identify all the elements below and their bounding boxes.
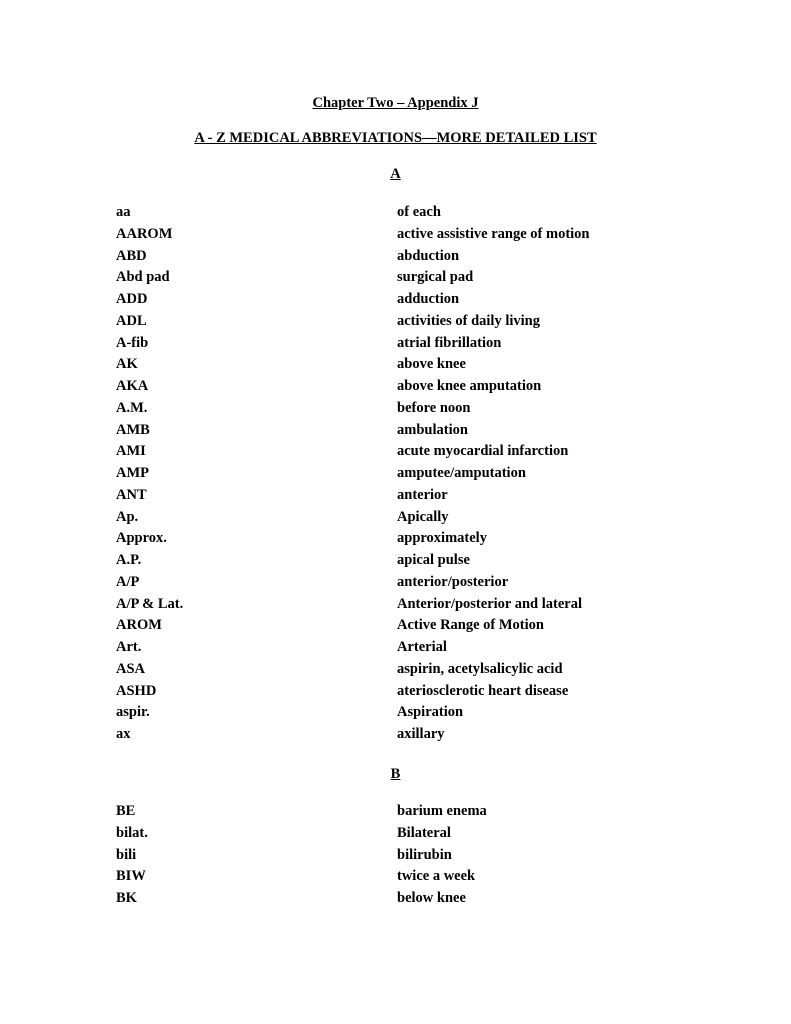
definition: acute myocardial infarction xyxy=(397,443,569,460)
abbreviation: A-fib xyxy=(116,334,149,351)
definition: Bilateral xyxy=(397,824,451,841)
abbreviation: Ap. xyxy=(116,508,139,525)
definition: ambulation xyxy=(397,421,468,438)
definition: atrial fibrillation xyxy=(397,334,502,351)
definition: before noon xyxy=(397,399,471,416)
section-heading-B: B xyxy=(390,766,401,782)
abbreviation-row xyxy=(0,574,791,596)
abbreviation: Approx. xyxy=(116,530,167,547)
definition: ateriosclerotic heart disease xyxy=(397,682,569,699)
definition: approximately xyxy=(397,530,487,547)
abbreviation-row xyxy=(0,704,791,726)
abbreviation: ax xyxy=(116,726,131,742)
abbreviation-row xyxy=(0,422,791,444)
definition: Anterior/posterior and lateral xyxy=(397,595,582,612)
definition: surgical pad xyxy=(397,269,474,286)
definition: amputee/amputation xyxy=(397,465,526,481)
abbreviation-row xyxy=(0,356,791,378)
abbreviation: BK xyxy=(116,890,137,906)
definition: Arterial xyxy=(397,639,447,655)
abbreviation: ANT xyxy=(116,486,147,503)
abbreviation-row xyxy=(0,683,791,705)
abbreviation: Abd pad xyxy=(116,269,170,286)
definition: anterior xyxy=(397,486,448,503)
definition: activities of daily living xyxy=(397,312,540,329)
definition: Apically xyxy=(397,508,449,525)
definition: below knee xyxy=(397,890,466,906)
abbreviation-row xyxy=(0,825,791,847)
abbreviation: A/P & Lat. xyxy=(116,595,184,612)
definition: above knee amputation xyxy=(397,378,542,394)
abbreviation: bili xyxy=(116,846,137,863)
abbreviation-row xyxy=(0,313,791,335)
abbreviation-row xyxy=(0,530,791,552)
abbreviation: BIW xyxy=(116,868,146,885)
abbreviation: AMB xyxy=(116,421,150,438)
abbreviation-row xyxy=(0,465,791,487)
abbreviation: ADD xyxy=(116,291,148,307)
abbreviation-row xyxy=(0,378,791,400)
definition: bilirubin xyxy=(397,846,452,863)
definition: barium enema xyxy=(397,803,487,819)
abbreviation: AKA xyxy=(116,378,149,394)
abbreviation-row xyxy=(0,204,791,226)
definition: axillary xyxy=(397,726,445,742)
abbreviation-row xyxy=(0,400,791,422)
abbreviation-row xyxy=(0,661,791,683)
abbreviation: A.P. xyxy=(116,552,142,568)
abbreviation-row xyxy=(0,269,791,291)
abbreviation: AMI xyxy=(116,443,146,460)
abbreviation-row xyxy=(0,335,791,357)
abbreviation: BE xyxy=(116,803,136,819)
chapter-title: Chapter Two – Appendix J xyxy=(312,95,479,111)
abbreviation: AK xyxy=(116,356,138,373)
abbreviation-row xyxy=(0,868,791,890)
abbreviation-row xyxy=(0,509,791,531)
definition: active assistive range of motion xyxy=(397,225,590,242)
abbreviation: A/P xyxy=(116,573,140,590)
abbreviation: Art. xyxy=(116,639,142,655)
abbreviation: AAROM xyxy=(116,225,173,242)
abbreviation-row xyxy=(0,596,791,618)
abbreviation: aspir. xyxy=(116,704,150,721)
section-heading-A: A xyxy=(390,166,401,182)
abbreviation-row xyxy=(0,803,791,825)
abbreviation: ADL xyxy=(116,312,147,329)
abbreviation-row xyxy=(0,487,791,509)
definition: of each xyxy=(397,204,441,220)
abbreviation-row xyxy=(0,443,791,465)
definition: abduction xyxy=(397,247,460,264)
abbreviation: ASA xyxy=(116,660,146,677)
definition: Aspiration xyxy=(397,704,464,721)
definition: above knee xyxy=(397,356,466,373)
definition: twice a week xyxy=(397,868,476,885)
abbreviation-row xyxy=(0,639,791,661)
abbreviation: ABD xyxy=(116,247,147,264)
abbreviation-row xyxy=(0,291,791,313)
abbreviation: bilat. xyxy=(116,824,148,841)
abbreviation: AROM xyxy=(116,617,162,634)
abbreviation-row xyxy=(0,226,791,248)
abbreviation-row xyxy=(0,847,791,869)
list-title: A - Z MEDICAL ABBREVIATIONS—MORE DETAILED LIST xyxy=(194,130,597,146)
definition: aspirin, acetylsalicylic acid xyxy=(397,660,563,677)
abbreviation-row xyxy=(0,248,791,270)
definition: anterior/posterior xyxy=(397,573,509,590)
abbreviation: AMP xyxy=(116,465,150,481)
abbreviation-row xyxy=(0,890,791,912)
abbreviation: aa xyxy=(116,204,131,220)
abbreviation-row xyxy=(0,726,791,748)
definition: adduction xyxy=(397,291,460,307)
definition: Active Range of Motion xyxy=(397,617,544,634)
abbreviation-row xyxy=(0,552,791,574)
abbreviation: ASHD xyxy=(116,682,157,699)
abbreviation: A.M. xyxy=(116,399,148,416)
abbreviation-row xyxy=(0,617,791,639)
definition: apical pulse xyxy=(397,552,470,568)
